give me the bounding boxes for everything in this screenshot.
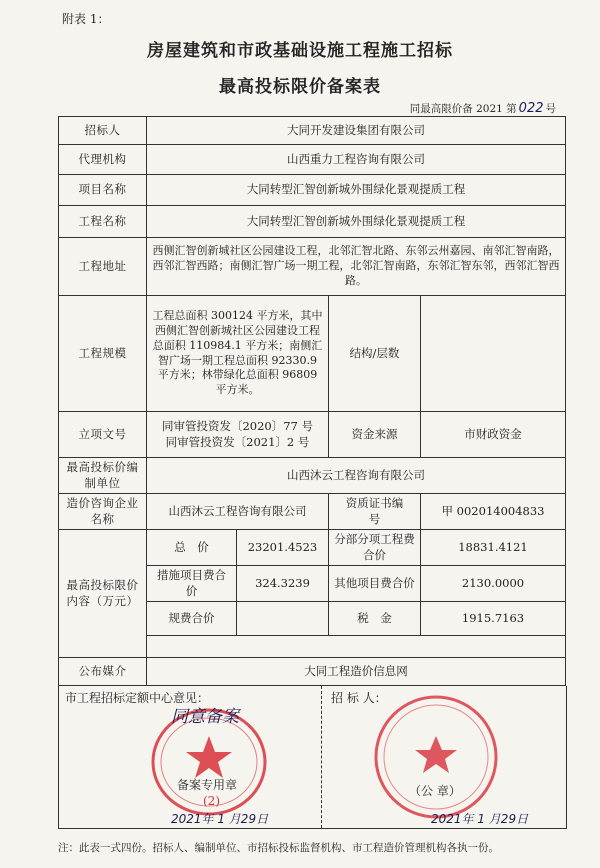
signature-divider xyxy=(321,686,322,828)
signature-area xyxy=(58,686,567,829)
form-title-line1: 房屋建筑和市政基础设施工程施工招标 xyxy=(147,41,453,61)
structure-value xyxy=(421,296,566,412)
approval-value-line1: 同审管投资发〔2020〕77 号 xyxy=(161,418,314,433)
engineering-name-label: 工程名称 xyxy=(59,206,147,238)
other-cost-label: 其他项目费合价 xyxy=(329,566,421,602)
fees-label: 规费合价 xyxy=(147,602,237,636)
total-price-label: 总 价 xyxy=(147,530,237,566)
media-value: 大同工程造价信息网 xyxy=(147,658,566,686)
consult-value: 山西沐云工程咨询有限公司 xyxy=(147,494,329,530)
record-number-handwritten: 022 xyxy=(518,101,544,116)
fees-value xyxy=(237,602,329,636)
table-row xyxy=(59,175,566,206)
table-row xyxy=(59,145,566,175)
table-row xyxy=(59,530,566,566)
right-date: 2021年 1 月29日 xyxy=(431,812,529,826)
tenderer-stamp-text: （公 章） xyxy=(409,784,461,798)
address-label: 工程地址 xyxy=(59,238,147,296)
approval-handwriting: 同意备案 xyxy=(171,707,239,727)
fund-source-label: 资金来源 xyxy=(329,412,421,458)
agency-label: 代理机构 xyxy=(59,145,147,175)
table-row xyxy=(59,658,566,686)
attachment-label: 附表 1： xyxy=(62,12,110,26)
tenderer-value: 大同开发建设集团有限公司 xyxy=(147,117,566,145)
tenderer-label: 招标人 xyxy=(59,117,147,145)
approval-label: 立项文号 xyxy=(59,412,147,458)
structure-label: 结构/层数 xyxy=(329,296,421,412)
approval-value-line2: 同审管投资发〔2021〕2 号 xyxy=(165,434,310,449)
table-row xyxy=(59,458,566,494)
agency-value: 山西重力工程咨询有限公司 xyxy=(147,145,566,175)
left-date: 2021年 1 月29日 xyxy=(171,812,269,826)
price-spacer xyxy=(147,636,566,658)
table-row xyxy=(59,117,566,145)
engineering-name-value: 大同转型汇智创新城外围绿化景观提质工程 xyxy=(147,206,566,238)
project-name-value: 大同转型汇智创新城外围绿化景观提质工程 xyxy=(147,175,566,206)
fund-source-value: 市财政资金 xyxy=(421,412,566,458)
tenderer-sign-label: 招 标 人： xyxy=(331,691,387,705)
table-row xyxy=(59,494,566,530)
record-prefix: 同最高限价备 2021 第 xyxy=(409,103,517,115)
consult-label: 造价咨询企业名称 xyxy=(59,494,147,530)
table-row xyxy=(59,206,566,238)
approval-value xyxy=(147,412,329,458)
form-title-line2: 最高投标限价备案表 xyxy=(219,77,381,97)
table-row xyxy=(59,412,566,458)
record-number xyxy=(410,101,556,116)
project-name-label: 项目名称 xyxy=(59,175,147,206)
subitem-cost-value: 18831.4121 xyxy=(421,530,566,566)
record-suffix: 号 xyxy=(545,103,556,115)
tax-value: 1915.7163 xyxy=(421,602,566,636)
subitem-cost-label: 分部分项工程费合价 xyxy=(329,530,421,566)
compiler-value: 山西沐云工程咨询有限公司 xyxy=(147,458,566,494)
seal-center-number: (2) xyxy=(203,794,220,808)
cert-value: 甲 002014004833 xyxy=(421,494,566,530)
table-row xyxy=(59,296,566,412)
measures-cost-value: 324.3239 xyxy=(237,566,329,602)
record-form-table xyxy=(58,116,566,686)
address-value: 西侧汇智创新城社区公园建设工程，北邻汇智北路、东邻云州嘉园、南邻汇智南路，西邻汇智西路；南侧汇智广场一期工程，北邻汇智南路，东邻汇智东邻，西邻汇智西路。 xyxy=(147,238,566,296)
price-content-label: 最高投标限价内容（万元） xyxy=(59,530,147,658)
media-label: 公布媒介 xyxy=(59,658,147,686)
scale-value: 工程总面积 300124 平方米，其中西侧汇智创新城社区公园建设工程总面积 110984.1 平方米；南侧汇智广场一期工程总面积 92330.9 平方米；林带绿化总面积 96809 平方米。 xyxy=(147,296,329,412)
scale-label: 工程规模 xyxy=(59,296,147,412)
measures-cost-label: 措施项目费合 价 xyxy=(147,566,237,602)
tenderer-seal-icon xyxy=(371,692,501,822)
table-row xyxy=(59,238,566,296)
quota-center-opinion-label: 市工程招标定额中心意见： xyxy=(65,691,210,705)
cert-label: 资质证书编 号 xyxy=(329,494,421,530)
other-cost-value: 2130.0000 xyxy=(421,566,566,602)
record-stamp-text: 备案专用章 xyxy=(177,778,238,792)
total-price-value: 23201.4523 xyxy=(237,530,329,566)
footnote: 注：此表一式四份。招标人、编制单位、市招标投标监督机构、市工程造价管理机构各执一份。 xyxy=(58,842,499,854)
tax-label: 税 金 xyxy=(329,602,421,636)
compiler-label: 最高投标价编制单位 xyxy=(59,458,147,494)
